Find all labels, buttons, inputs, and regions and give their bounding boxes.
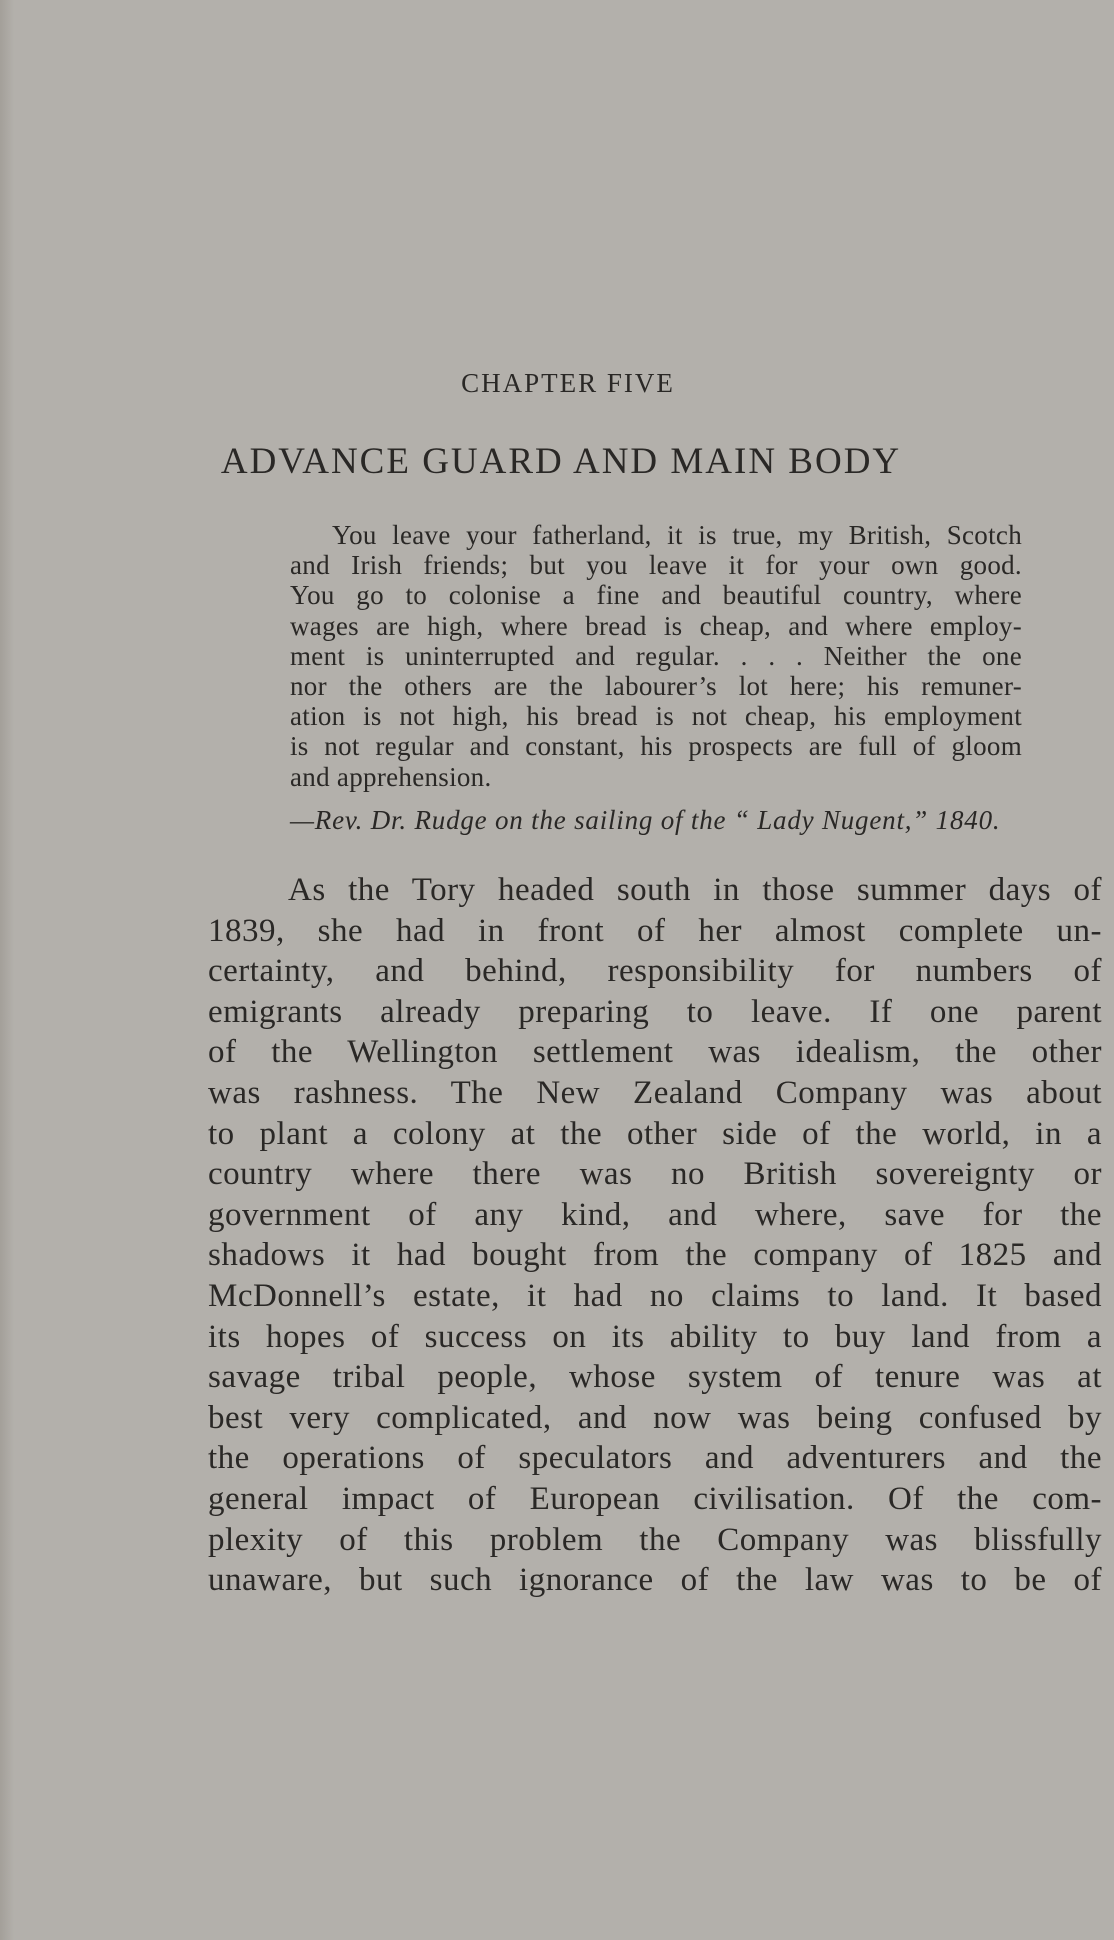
body-line: savage tribal people, whose system of tenure was at: [208, 1359, 1102, 1396]
page-edge-shadow: [0, 0, 14, 1940]
epigraph-line: You go to colonise a fine and beautiful country, where: [290, 580, 1022, 611]
body-line: plexity of this problem the Company was blissfully: [208, 1521, 1102, 1558]
body-line: certainty, and behind, responsibility for numbers of: [208, 953, 1102, 990]
body-line: its hopes of success on its ability to buy land from a: [208, 1318, 1102, 1355]
body-line: of the Wellington settlement was idealism, the other: [208, 1034, 1102, 1071]
body-line: general impact of European civilisation. Of the com-: [208, 1480, 1102, 1517]
body-line: emigrants already preparing to leave. If one parent: [208, 993, 1102, 1030]
epigraph-quote: [290, 520, 1022, 792]
body-line: to plant a colony at the other side of the world, in a: [208, 1115, 1102, 1152]
epigraph-line: and apprehension.: [290, 761, 492, 792]
body-line: government of any kind, and where, save for the: [208, 1196, 1102, 1233]
body-line: best very complicated, and now was being confused by: [208, 1399, 1102, 1436]
epigraph-line: You leave your fatherland, it is true, my British, Scotch: [332, 520, 1022, 550]
epigraph-line: ation is not high, his bread is not cheap, his employment: [290, 701, 1022, 732]
epigraph-attribution: —Rev. Dr. Rudge on the sailing of the “ Lady Nugent,” 1840.: [290, 805, 1001, 835]
body-line: unaware, but such ignorance of the law was to be of: [208, 1562, 1102, 1599]
epigraph-line: nor the others are the labourer’s lot here; his remuner-: [290, 671, 1022, 702]
body-paragraph: [208, 870, 1102, 1601]
body-line: McDonnell’s estate, it had no claims to land. It based: [208, 1277, 1102, 1314]
body-line: country where there was no British sovereignty or: [208, 1156, 1102, 1193]
chapter-title: ADVANCE GUARD AND MAIN BODY: [220, 441, 902, 482]
epigraph-line: is not regular and constant, his prospects are full of gloom: [290, 731, 1022, 762]
body-line: shadows it had bought from the company of 1825 and: [208, 1237, 1102, 1274]
epigraph-line: ment is uninterrupted and regular. . . . Neither the one: [290, 640, 1022, 671]
body-line: As the Tory headed south in those summer days of: [288, 872, 1102, 908]
body-line: 1839, she had in front of her almost complete un-: [208, 912, 1102, 949]
chapter-label: CHAPTER FIVE: [461, 368, 675, 398]
body-line: was rashness. The New Zealand Company was about: [208, 1074, 1102, 1111]
epigraph-line: and Irish friends; but you leave it for your own good.: [290, 550, 1022, 581]
epigraph-line: wages are high, where bread is cheap, and where employ-: [290, 610, 1022, 641]
body-line: the operations of speculators and adventurers and the: [208, 1440, 1102, 1477]
